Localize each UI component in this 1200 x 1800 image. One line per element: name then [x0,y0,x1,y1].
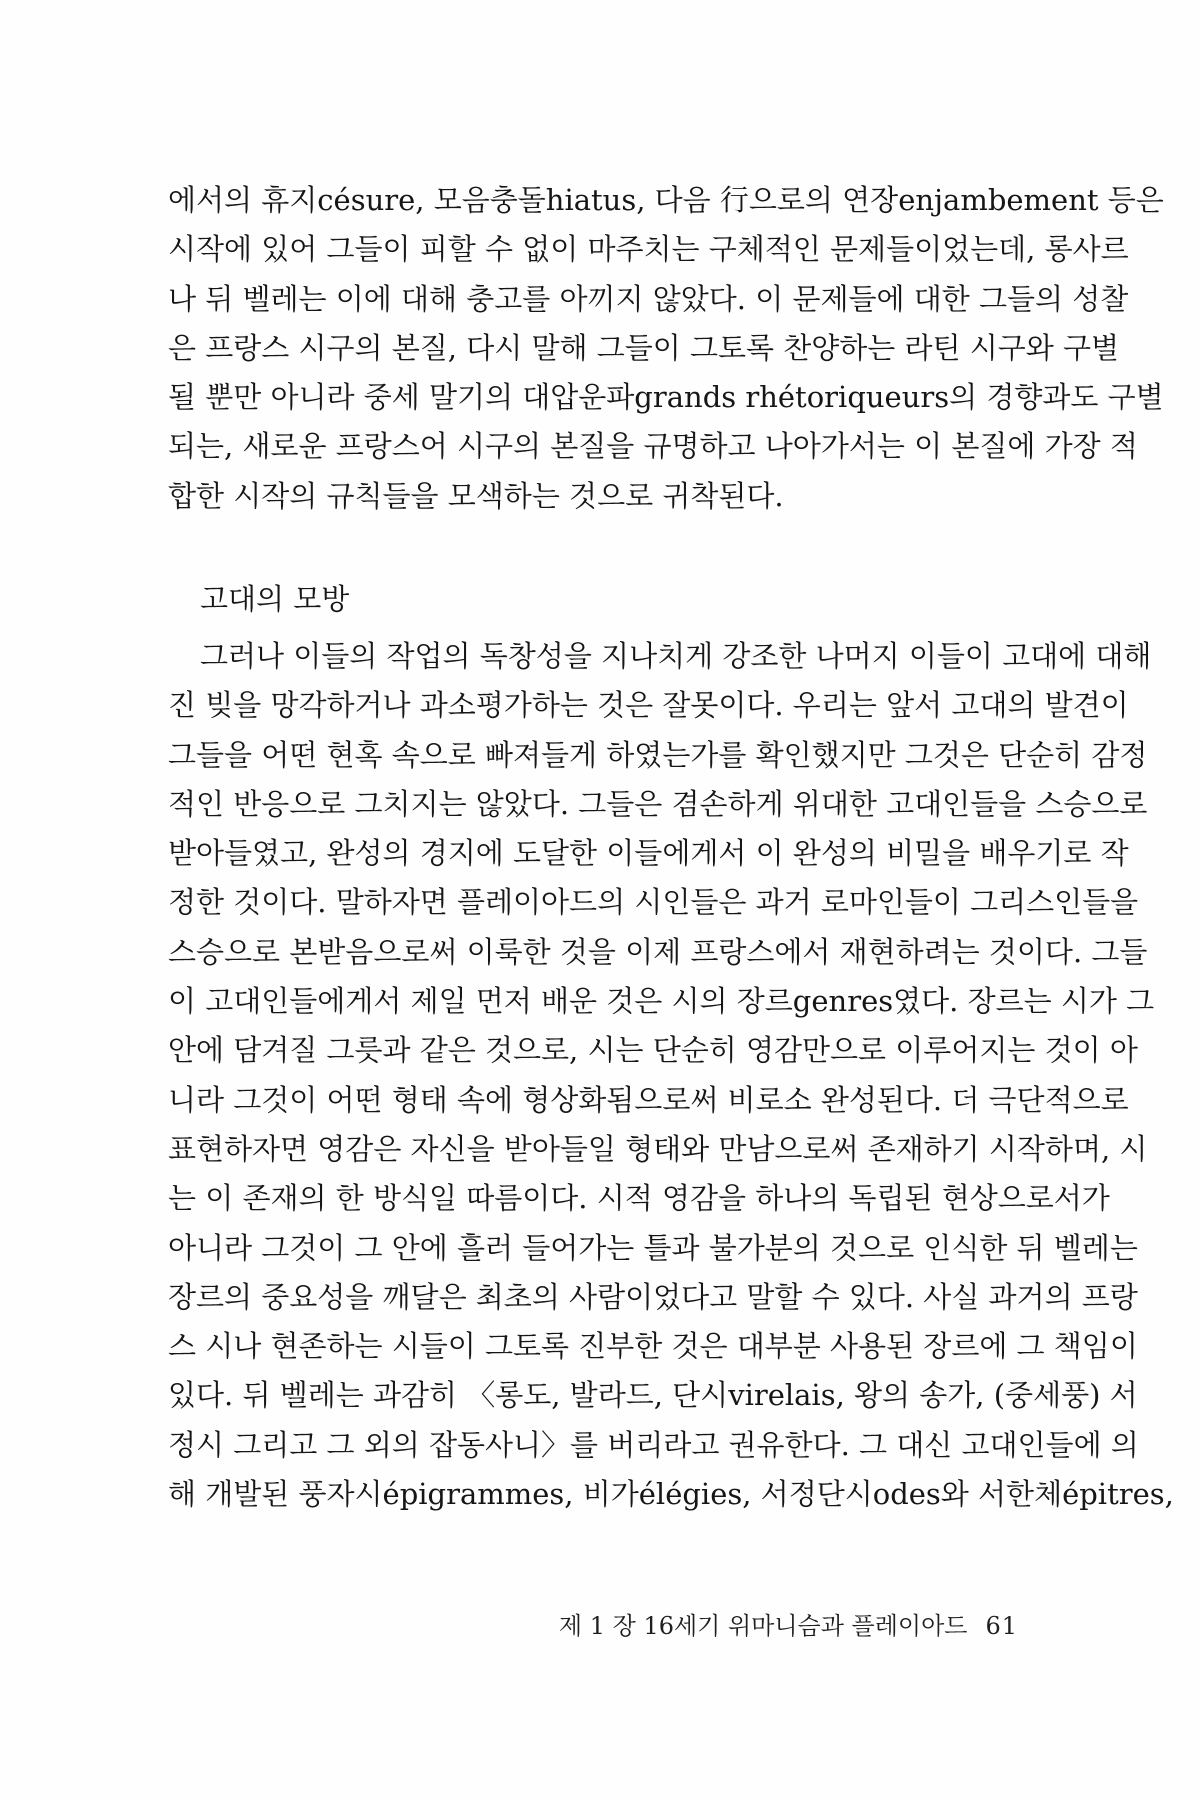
paragraph-line: 아니라 그것이 그 안에 흘러 들어가는 틀과 불가분의 것으로 인식한 뒤 벨레는 [168,1230,1138,1265]
paragraph-line: 있다. 뒤 벨레는 과감히 〈롱도, 발라드, 단시virelais, 왕의 송가, (중세풍) 서 [168,1378,1138,1413]
paragraph-line: 스승으로 본받음으로써 이룩한 것을 이제 프랑스에서 재현하려는 것이다. 그들 [168,934,1148,969]
paragraph-line: 될 뿐만 아니라 중세 말기의 대압운파grands rhétoriqueurs의 경향과도 구별 [168,380,1164,415]
paragraph-line: 에서의 휴지césure, 모음충돌hiatus, 다음 行으로의 연장enjambement 등은 [168,183,1164,217]
paragraph-line: 안에 담겨질 그릇과 같은 것으로, 시는 단순히 영감만으로 이루어지는 것이 아 [168,1033,1138,1068]
intro-paragraph [168,176,1164,521]
running-footer [559,1606,1018,1641]
paragraph-line: 적인 반응으로 그치지는 않았다. 그들은 겸손하게 위대한 고대인들을 스승으로 [168,786,1148,821]
paragraph-line: 장르의 중요성을 깨달은 최초의 사람이었다고 말할 수 있다. 사실 과거의 프랑 [168,1279,1138,1314]
paragraph-line: 스 시나 현존하는 시들이 그토록 진부한 것은 대부분 사용된 장르에 그 책임이 [168,1329,1138,1364]
paragraph-line: 받아들였고, 완성의 경지에 도달한 이들에게서 이 완성의 비밀을 배우기로 작 [168,836,1129,871]
paragraph-line: 정한 것이다. 말하자면 플레이아드의 시인들은 과거 로마인들이 그리스인들을 [168,885,1139,920]
paragraph-line: 그들을 어떤 현혹 속으로 빠져들게 하였는가를 확인했지만 그것은 단순히 감정 [168,737,1148,772]
paragraph-line: 는 이 존재의 한 방식일 따름이다. 시적 영감을 하나의 독립된 현상으로서가 [168,1181,1110,1216]
paragraph-line: 그러나 이들의 작업의 독창성을 지나치게 강조한 나머지 이들이 고대에 대해 [200,639,1152,673]
section-body [168,632,1174,1519]
paragraph-line: 합한 시작의 규칙들을 모색하는 것으로 귀착된다. [168,478,784,513]
paragraph-line: 나 뒤 벨레는 이에 대해 충고를 아끼지 않았다. 이 문제들에 대한 그들의 성찰 [168,281,1129,316]
section-heading: 고대의 모방 [200,582,350,616]
paragraph-line: 시작에 있어 그들이 피할 수 없이 마주치는 구체적인 문제들이었는데, 롱사르 [168,232,1129,267]
paragraph-line: 정시 그리고 그 외의 잡동사니〉를 버리라고 권유한다. 그 대신 고대인들에 의 [168,1427,1139,1462]
paragraph-line: 니라 그것이 어떤 형태 속에 형상화됨으로써 비로소 완성된다. 더 극단적으로 [168,1082,1129,1117]
paragraph-line: 이 고대인들에게서 제일 먼저 배운 것은 시의 장르genres였다. 장르는 시가 그 [168,984,1155,1019]
page-number: 61 [985,1612,1018,1640]
paragraph-line: 진 빚을 망각하거나 과소평가하는 것은 잘못이다. 우리는 앞서 고대의 발견이 [168,688,1129,723]
chapter-title: 제 1 장 16세기 위마니슴과 플레이아드 [558,1612,968,1640]
paragraph-line: 은 프랑스 시구의 본질, 다시 말해 그들이 그토록 찬양하는 라틴 시구와 구별 [168,330,1120,365]
paragraph-line: 되는, 새로운 프랑스어 시구의 본질을 규명하고 나아가서는 이 본질에 가장 적 [168,429,1138,464]
paragraph-line: 해 개발된 풍자시épigrammes, 비가élégies, 서정단시odes와 서한체épitres, [168,1477,1174,1512]
paragraph-line: 표현하자면 영감은 자신을 받아들일 형태와 만남으로써 존재하기 시작하며, 시 [168,1131,1148,1166]
